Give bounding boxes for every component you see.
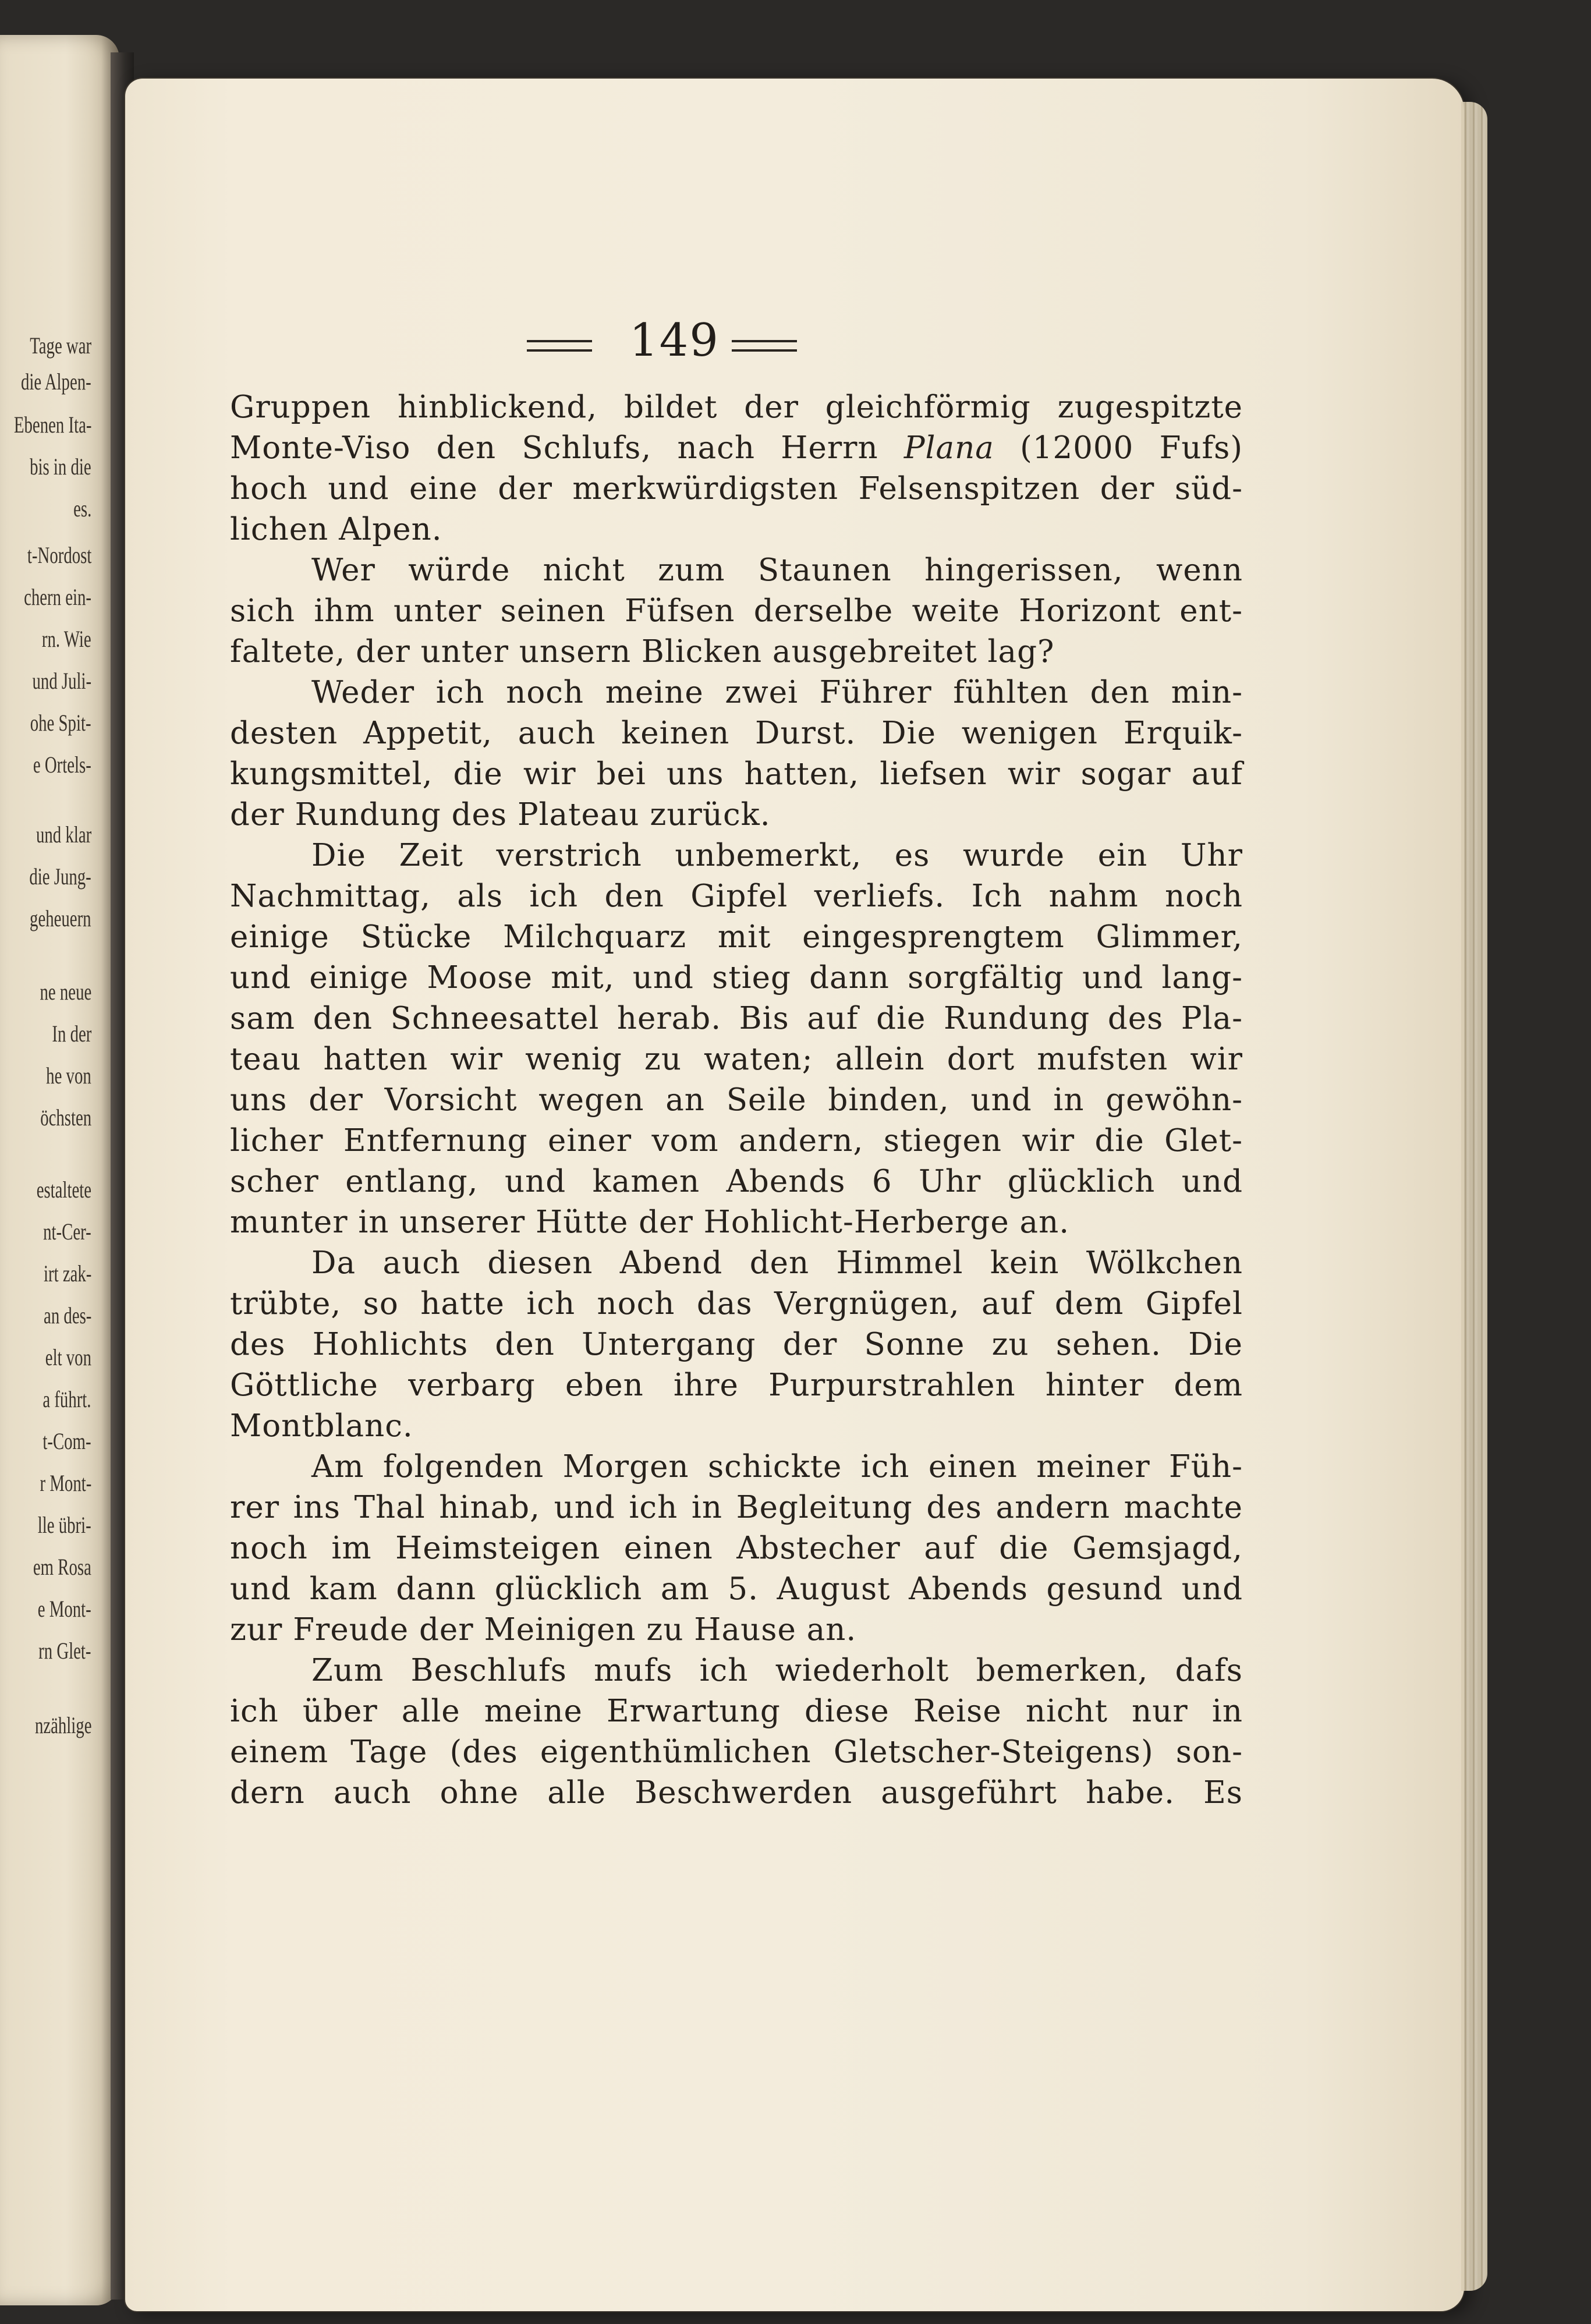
- text-line: munter in unserer Hütte der Hohlicht-Herberge an.: [230, 1204, 1070, 1240]
- text-line: licher Entfernung einer vom andern, stiegen wir die Glet-: [230, 1123, 1243, 1159]
- text-line: hoch und eine der merkwürdigsten Felsenspitzen der süd-: [230, 471, 1243, 506]
- text-line: scher entlang, und kamen Abends 6 Uhr glücklich und: [230, 1164, 1243, 1199]
- text-line: des Hohlichts den Untergang der Sonne zu sehen. Die: [230, 1327, 1243, 1362]
- text-line: trübte, so hatte ich noch das Vergnügen, auf dem Gipfel: [230, 1286, 1243, 1322]
- page-stack-edge: [1461, 102, 1487, 2291]
- text-line: und einige Moose mit, und stieg dann sorgfältig und lang-: [230, 960, 1243, 996]
- text-line: einige Stücke Milchquarz mit eingesprengtem Glimmer,: [230, 919, 1243, 955]
- left-page-fragment: es.: [73, 495, 91, 522]
- text-segment: (12000 Fufs): [994, 430, 1243, 466]
- text-line: Wer würde nicht zum Staunen hingerissen, wenn: [311, 552, 1243, 588]
- left-page-fragment: In der: [52, 1021, 91, 1047]
- italic-name: Plana: [903, 430, 994, 466]
- left-page-fragment: bis in die: [30, 454, 91, 480]
- text-line: Gruppen hinblickend, bildet der gleichförmig zugespitzte: [230, 389, 1243, 425]
- text-segment: Monte-Viso den Schlufs, nach Herrn: [230, 430, 904, 466]
- text-line: Zum Beschlufs mufs ich wiederholt bemerken, dafs: [311, 1653, 1243, 1688]
- left-page-fragment: Tage war: [30, 332, 91, 359]
- text-line: teau hatten wir wenig zu waten; allein dort mufsten wir: [230, 1041, 1243, 1077]
- text-line: zur Freude der Meinigen zu Hause an.: [230, 1612, 857, 1648]
- text-line: lichen Alpen.: [230, 512, 442, 547]
- text-line: sich ihm unter seinen Füfsen derselbe weite Horizont ent-: [230, 593, 1243, 629]
- left-page-fragment: t-Com-: [42, 1428, 91, 1454]
- left-page-fragment: ne neue: [40, 979, 91, 1005]
- text-line: Montblanc.: [230, 1408, 413, 1444]
- text-line: rer ins Thal hinab, und ich in Begleitung des andern machte: [230, 1490, 1243, 1525]
- left-page-fragment: r Mont-: [40, 1470, 91, 1496]
- text-line: desten Appetit, auch keinen Durst. Die wenigen Erquik-: [230, 715, 1243, 751]
- text-line: [230, 428, 1243, 469]
- text-line: Da auch diesen Abend den Himmel kein Wölkchen: [311, 1245, 1243, 1281]
- text-line: ich über alle meine Erwartung diese Reise nicht nur in: [230, 1694, 1243, 1729]
- left-page-fragment: rn. Wie: [42, 626, 91, 652]
- left-page-fragment: und Juli-: [32, 668, 91, 694]
- left-page-fragment: die Alpen-: [21, 369, 91, 395]
- left-page-fragment: e Ortels-: [33, 752, 91, 778]
- text-line: Weder ich noch meine zwei Führer fühlten den min-: [311, 675, 1243, 710]
- left-page-fragment: Ebenen Ita-: [13, 412, 91, 438]
- text-line: sam den Schneesattel herab. Bis auf die Rundung des Pla-: [230, 1001, 1243, 1036]
- page: [125, 79, 1464, 2311]
- left-page-fragment: chern ein-: [24, 584, 91, 610]
- left-page-fragment: geheuern: [30, 905, 91, 931]
- left-page-fragment: lle übri-: [38, 1512, 91, 1538]
- left-page-fragment: ohe Spit-: [30, 710, 91, 736]
- text-line: Am folgenden Morgen schickte ich einen meiner Füh-: [311, 1449, 1243, 1485]
- left-page-fragment: rn Glet-: [38, 1638, 91, 1664]
- left-page-fragment: an des-: [43, 1302, 91, 1328]
- header-rule-right: [732, 340, 797, 352]
- left-page-fragment: nt-Cer-: [43, 1218, 91, 1245]
- left-page-fragment: die Jung-: [29, 863, 91, 890]
- left-page-fragment: em Rosa: [33, 1554, 91, 1580]
- previous-page-edge: [0, 35, 119, 2305]
- body-text: [230, 387, 1243, 1813]
- text-line: noch im Heimsteigen einen Abstecher auf die Gemsjagd,: [230, 1531, 1243, 1566]
- text-line: der Rundung des Plateau zurück.: [230, 797, 771, 832]
- left-page-fragment: t-Nordost: [27, 542, 91, 568]
- left-page-fragment: a führt.: [42, 1386, 91, 1412]
- text-line: Die Zeit verstrich unbemerkt, es wurde ein Uhr: [311, 838, 1243, 873]
- text-line: und kam dann glücklich am 5. August Abends gesund und: [230, 1571, 1243, 1607]
- left-page-fragment: nzählige: [34, 1712, 91, 1738]
- left-page-fragment: e Mont-: [38, 1596, 91, 1622]
- page-header: [125, 314, 1464, 373]
- text-line: Nachmittag, als ich den Gipfel verliefs. Ich nahm noch: [230, 878, 1243, 914]
- page-number: 149: [629, 314, 720, 367]
- text-line: uns der Vorsicht wegen an Seile binden, und in gewöhn-: [230, 1082, 1243, 1118]
- text-line: kungsmittel, die wir bei uns hatten, liefsen wir sogar auf: [230, 756, 1243, 792]
- left-page-fragment: öchsten: [40, 1104, 91, 1131]
- left-page-fragment: und klar: [36, 821, 91, 848]
- left-page-fragment: estaltete: [36, 1177, 91, 1203]
- text-line: Göttliche verbarg eben ihre Purpurstrahlen hinter dem: [230, 1368, 1243, 1403]
- text-line: einem Tage (des eigenthümlichen Gletscher-Steigens) son-: [230, 1734, 1243, 1770]
- left-page-fragment: he von: [46, 1062, 91, 1089]
- header-rule-left: [527, 340, 592, 352]
- text-line: dern auch ohne alle Beschwerden ausgeführt habe. Es: [230, 1775, 1243, 1811]
- left-page-fragment: irt zak-: [43, 1260, 91, 1287]
- left-page-fragment: elt von: [45, 1344, 91, 1370]
- text-line: faltete, der unter unsern Blicken ausgebreitet lag?: [230, 634, 1055, 669]
